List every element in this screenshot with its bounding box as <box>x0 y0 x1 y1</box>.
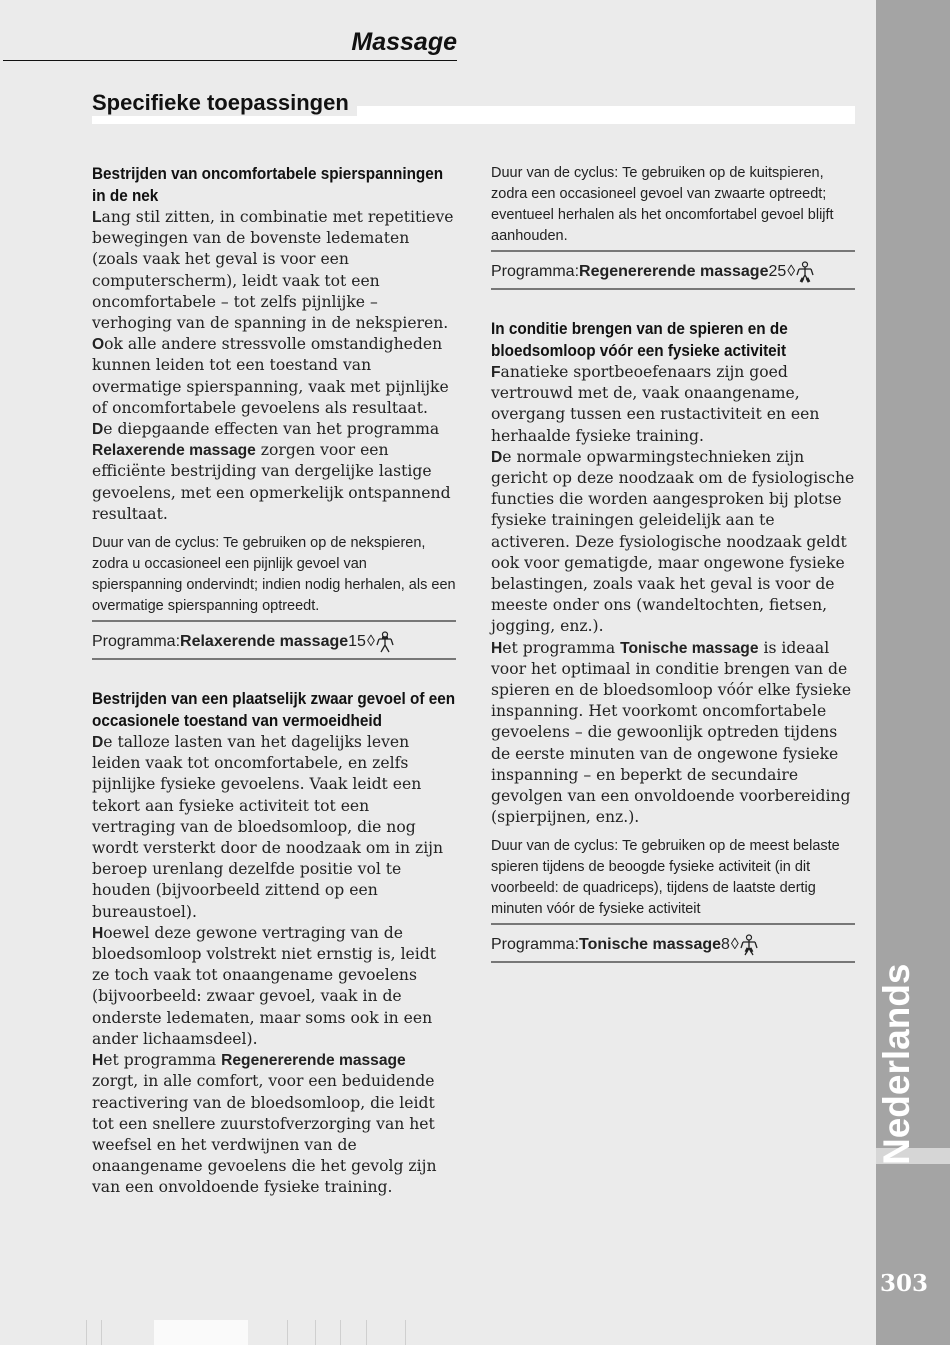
paragraph-text: ok alle andere stressvolle omstandigheden kunnen leiden tot een toestand van overmatige spierspanning, vaak met pijnlijke of oncomfortabele gevoelens als resultaat. <box>92 335 449 417</box>
paragraph-text: oewel deze gewone vertraging van de bloedsomloop volstrekt niet ernstig is, leidt ze toch vaak tot onaangename gevoelens (bijvoorbeeld: zwaar gevoel, vaak in de onderste ledematen, maar soms ook in een ander lichaamsdeel). <box>92 923 437 1048</box>
paragraph <box>491 638 855 829</box>
crop-mark <box>366 1320 367 1345</box>
program-time: 8 <box>721 936 730 954</box>
crop-mark <box>315 1320 316 1345</box>
drop-letter: F <box>491 364 501 381</box>
program-mark: ◊ <box>787 263 796 280</box>
crop-mark <box>86 1320 87 1345</box>
section-title: Specifieke toepassingen <box>92 90 357 116</box>
paragraph-text: zorgen voor een efficiënte bestrijding van dergelijke lastige gevoelens, met een opmerkelijk ontspannend resultaat. <box>92 441 451 523</box>
paragraph-text: et programma <box>103 1051 222 1070</box>
drop-letter: D <box>92 421 104 439</box>
page-number: 303 <box>880 1270 929 1297</box>
drop-letter: H <box>92 924 104 942</box>
program-label: Programma: <box>491 936 580 954</box>
crop-mark <box>287 1320 288 1345</box>
program-line <box>491 252 855 290</box>
body-legs-icon <box>795 261 815 283</box>
program-name: Relaxerende massage <box>180 633 349 651</box>
section-heading: Bestrijden van oncomfortabele spierspanningen in de nek <box>92 164 444 205</box>
program-name: Regenererende massage <box>579 263 769 280</box>
paragraph-text: anatieke sportbeoefenaars zijn goed vertrouwd met de, vaak onaangename, overgang tussen een rustactiviteit en een herhaalde fysieke training. <box>491 363 820 445</box>
program-name: Tonische massage <box>620 639 759 657</box>
program-label: Programma: <box>92 633 181 651</box>
header-title: Massage <box>351 28 457 56</box>
program-mark: ◊ <box>730 936 739 954</box>
drop-letter: L <box>92 209 102 226</box>
paragraph <box>92 207 456 334</box>
paragraph-text: ang stil zitten, in combinatie met repetitieve bewegingen van de bovenste ledematen (zoals vaak het geval is voor een computerscherm), leidt vaak tot een oncomfortabele – tot zelfs pijnlijke – verhoging van de spanning in de nekspieren. <box>92 208 454 333</box>
drop-letter: D <box>491 448 503 466</box>
program-name: Relaxerende massage <box>92 442 256 460</box>
paragraph-text: et programma <box>502 638 621 657</box>
program-name: Regenererende massage <box>221 1052 406 1070</box>
paragraph <box>491 362 855 447</box>
paragraph <box>92 1050 456 1198</box>
program-label: Programma: <box>491 263 580 280</box>
drop-letter: D <box>92 734 104 752</box>
drop-letter: H <box>92 1052 104 1070</box>
program-mark: ◊ <box>366 633 375 651</box>
color-bar-mark <box>154 1320 248 1345</box>
program-line <box>92 622 456 660</box>
body-thighs-icon <box>739 934 759 956</box>
paragraph <box>92 732 456 923</box>
program-time: 25 <box>768 263 787 280</box>
section-heading: Bestrijden van een plaatselijk zwaar gevoel of een occasionele toestand van vermoeidheid <box>92 689 456 731</box>
paragraph-text: e talloze lasten van het dagelijks leven leiden vaak tot oncomfortabele, en zelfs pijnlijke fysieke gevoelens. Vaak leidt een tekort aan fysieke activiteit tot een vertraging van de bloedsomloop, die nog wordt versterkt door de noodzaak om in zijn beroep urenlang dezelfde positie vol te houden (bijvoorbeeld zittend op een bureaustoel). <box>92 733 444 921</box>
paragraph <box>491 447 855 638</box>
paragraph <box>92 923 456 1050</box>
paragraph-text: e diepgaande effecten van het programma <box>103 420 440 439</box>
crop-mark <box>405 1320 406 1345</box>
drop-letter: H <box>491 639 503 657</box>
body-neck-icon <box>375 631 395 653</box>
paragraph-text: zorgt, in alle comfort, voor een beduidende reactivering van de bloedsomloop, die leidt tot een snellere zuurstofverzorging van het weefsel en het verdwijnen van de onaangename gevoelens die het gevolg zijn van een onvoldoende fysieke training. <box>92 1072 437 1197</box>
paragraph <box>92 419 456 525</box>
program-time: 15 <box>348 633 366 651</box>
program-name: Tonische massage <box>579 936 722 954</box>
header-rule <box>3 60 457 61</box>
paragraph-text: e normale opwarmingstechnieken zijn gericht op deze noodzaak om de fysiologische functies die worden aangesproken bij plotse fysieke trainingen geleidelijk aan te activeren. Deze fysiologische noodzaak geldt ook voor gematigde, maar ongewone fysieke belastingen, zoals vaak het geval is voor de meeste onder ons (wandeltochten, fietsen, jogging, enz.). <box>491 447 855 636</box>
cycle-duration: Duur van de cyclus: Te gebruiken op de nekspieren, zodra u occasioneel een pijnlijk gevoel van spierspanning ondervindt; indien nodig herhalen, als een overmatige spierspanning optreedt. <box>92 533 456 622</box>
drop-letter: O <box>92 336 105 354</box>
paragraph <box>92 334 456 419</box>
paragraph-text: is ideaal voor het optimaal in conditie brengen van de spieren en de bloedsomloop vóór elke fysieke inspanning. Het voorkomt oncomfortabele gevoelens – die gewoonlijk optreden tijdens de eerste minuten van de ongewone fysieke inspanning – en beperkt de secundaire gevolgen van een onvoldoende voorbereiding (spierpijnen, enz.). <box>491 638 852 827</box>
crop-mark <box>340 1320 341 1345</box>
language-tab: Nederlands <box>876 963 917 1165</box>
program-line <box>491 925 855 963</box>
cycle-duration: Duur van de cyclus: Te gebruiken op de meest belaste spieren tijdens de beoogde fysieke activiteit (in dit voorbeeld: de quadriceps), tijdens de laatste dertig minuten vóór de fysieke activiteit <box>491 836 855 925</box>
crop-mark <box>101 1320 102 1345</box>
cycle-duration: Duur van de cyclus: Te gebruiken op de kuitspieren, zodra een occasioneel gevoel van zwaarte optreedt; eventueel herhalen als het oncomfortabel gevoel blijft aanhouden. <box>491 163 855 252</box>
right-column <box>491 163 855 963</box>
left-column <box>92 163 456 1199</box>
section-heading: In conditie brengen van de spieren en de bloedsomloop vóór een fysieke activiteit <box>491 319 788 360</box>
